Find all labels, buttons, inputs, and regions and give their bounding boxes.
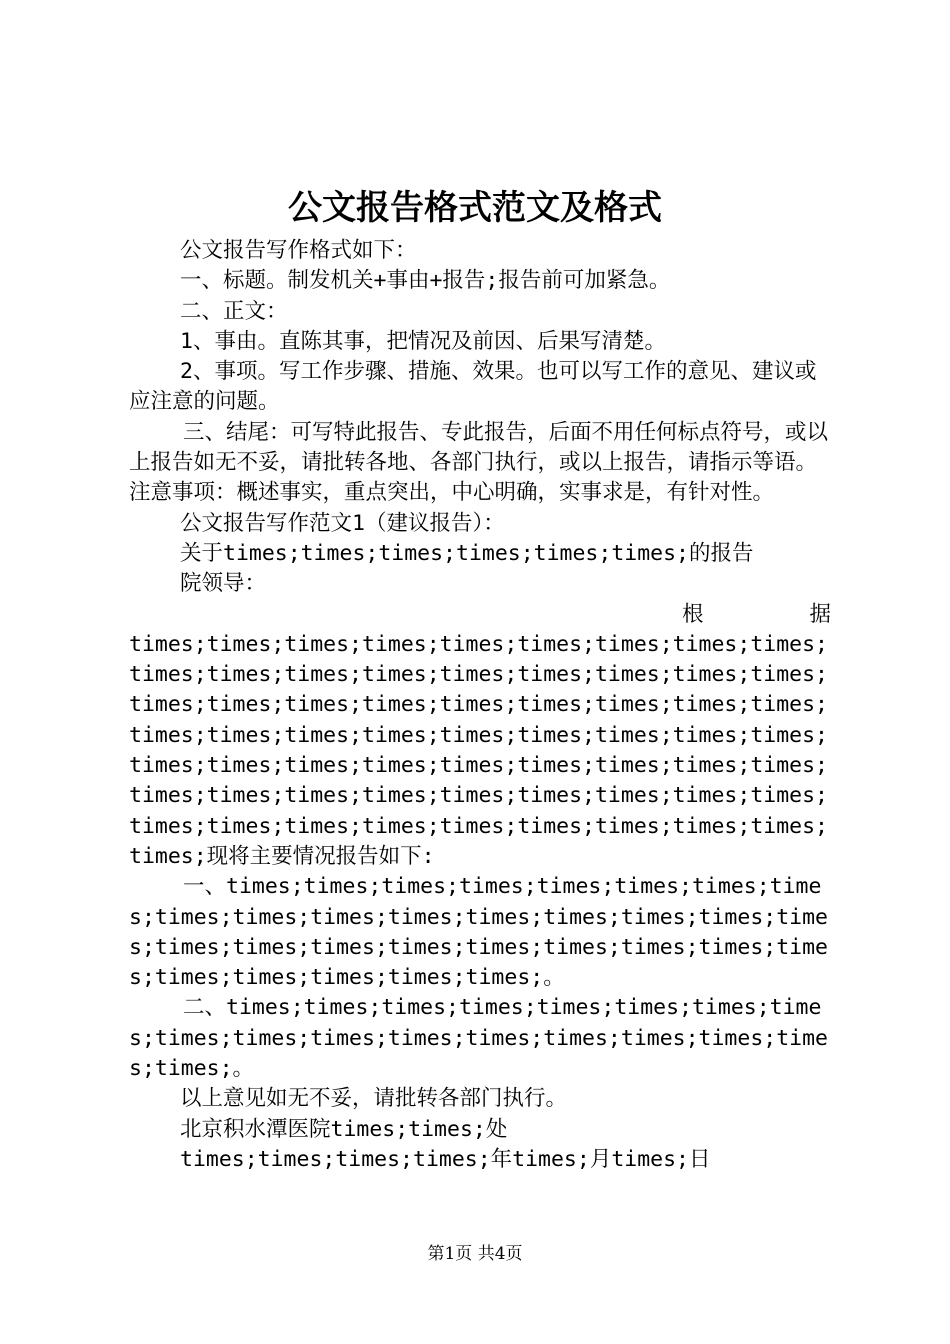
document-title: 公文报告格式范文及格式 — [288, 188, 662, 228]
document-body — [129, 236, 831, 1175]
paragraph-closing: 以上意见如无不妥，请批转各部门执行。 — [180, 1086, 568, 1112]
paragraph-point-one: 一、times;times;times;times;times;times;times;times;times;times;times;times;times;times;times;times;times;times;times;times;times;times;times;times;times;times;times;times;times;times;times;。 — [129, 874, 828, 991]
basis-label-b: 据 — [809, 601, 831, 627]
paragraph-title-rule: 一、标题。制发机关+事由+报告;报告前可加紧急。 — [180, 268, 671, 294]
paragraph-items: 2、事项。写工作步骤、措施、效果。也可以写工作的意见、建议或应注意的问题。 — [129, 359, 817, 415]
page-footer: 第1页 共4页 — [427, 1244, 523, 1264]
paragraph-ending: 三、结尾：可写特此报告、专此报告，后面不用任何标点符号，或以上报告如无不妥，请批转各地、各部门执行，或以上报告，请指示等语。注意事项：概述事实，重点突出，中心明确，实事求是，有针对性。 — [129, 419, 829, 506]
paragraph-format-intro: 公文报告写作格式如下： — [180, 238, 417, 263]
paragraph-basis: times;times;times;times;times;times;times;times;times;times;times;times;times;times;times;times;times;times;times;times;times;times;times;times;times;times;times;times;times;times;times;times;times;times;times;times;times;times;times;times;times;times;times;times;times;times;times;times;times;times;times;times;times;times;times;times;times;times;times;times;times;times;times;times;现将主要情况报告如下: — [129, 631, 828, 869]
paragraph-date: times;times;times;times;年times;月times;日 — [180, 1146, 711, 1172]
basis-label-a: 根 — [681, 601, 704, 627]
paragraph-point-two: 二、times;times;times;times;times;times;times;times;times;times;times;times;times;times;times;times;times;times;。 — [129, 995, 828, 1082]
paragraph-body-heading: 二、正文： — [180, 298, 288, 324]
paragraph-reason: 1、事由。直陈其事，把情况及前因、后果写清楚。 — [180, 328, 666, 354]
paragraph-sample-heading: 公文报告写作范文1（建议报告）： — [180, 510, 505, 536]
paragraph-salutation: 院领导： — [180, 571, 267, 597]
basis-label-line — [129, 600, 831, 630]
paragraph-report-title: 关于times;times;times;times;times;times;的报告 — [180, 540, 754, 566]
paragraph-signature: 北京积水潭医院times;times;处 — [180, 1116, 508, 1142]
